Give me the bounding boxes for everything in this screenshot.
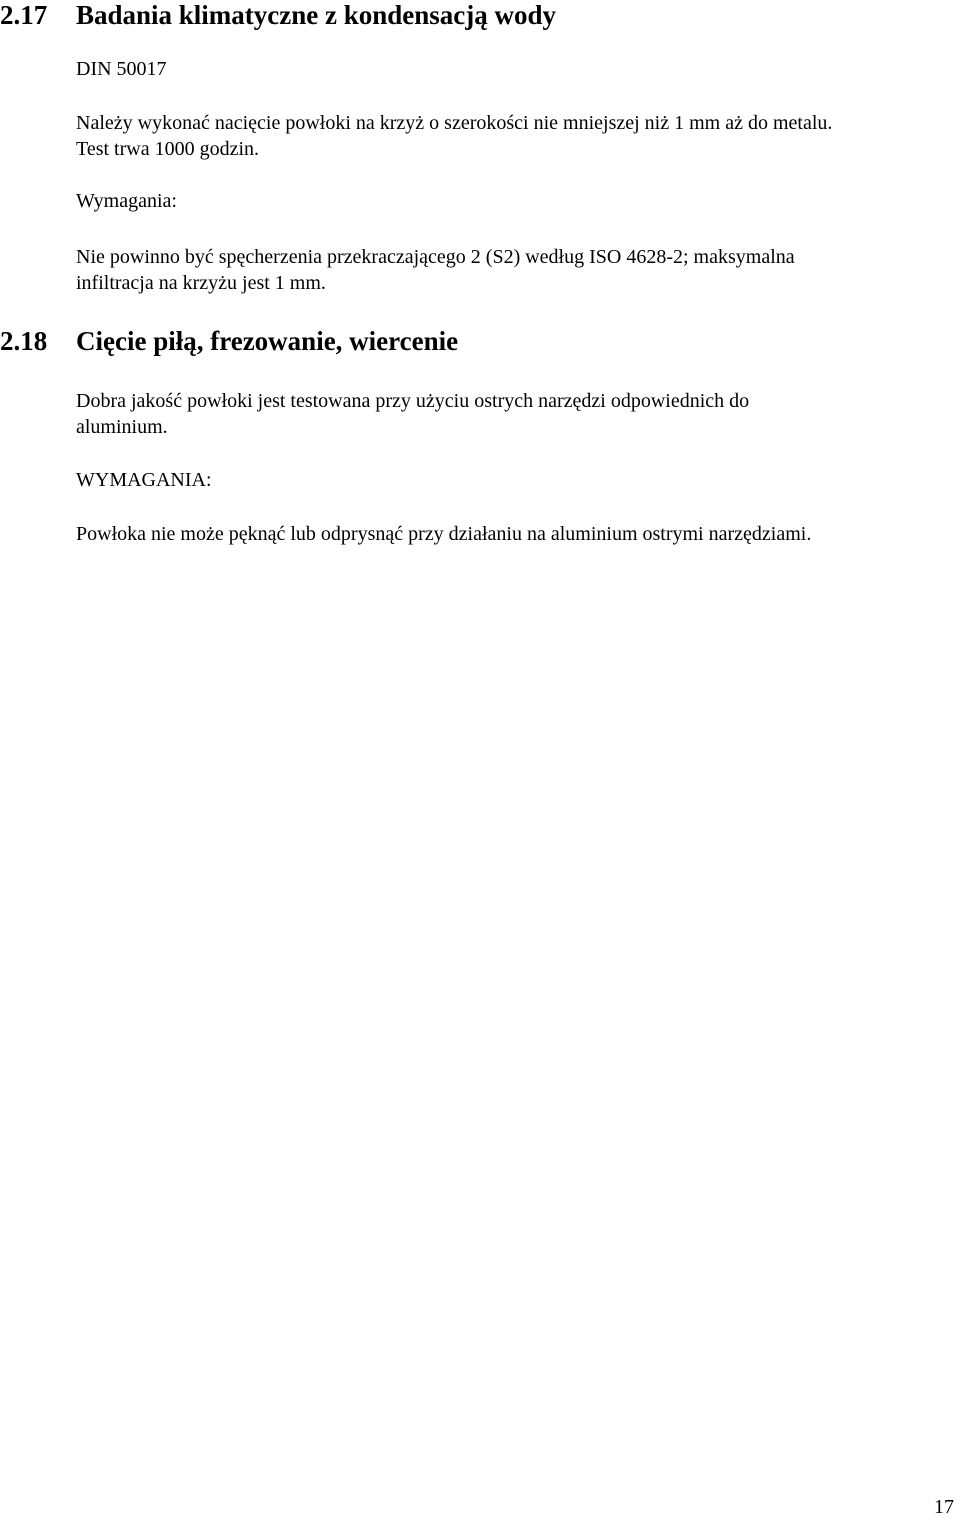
paragraph-line: Powłoka nie może pęknąć lub odprysnąć przy działaniu na aluminium ostrymi narzędziami. (76, 523, 812, 545)
requirements-label: WYMAGANIA: (76, 469, 212, 491)
section-title: Cięcie piłą, frezowanie, wiercenie (76, 326, 459, 356)
requirements-paragraph (76, 521, 811, 547)
requirements-paragraph (76, 244, 795, 296)
section-heading-2-17 (0, 0, 556, 30)
paragraph-line: Nie powinno być spęcherzenia przekraczającego 2 (S2) według ISO 4628-2; maksymalna (76, 246, 795, 268)
section-heading-2-18 (0, 326, 458, 356)
standard-reference: DIN 50017 (76, 58, 167, 80)
paragraph-line: Test trwa 1000 godzin. (76, 138, 260, 160)
paragraph-line: infiltracja na krzyżu jest 1 mm. (76, 272, 326, 294)
section-title: Badania klimatyczne z kondensacją wody (76, 0, 557, 30)
paragraph-line: Należy wykonać nacięcie powłoki na krzyż o szerokości nie mniejszej niż 1 mm aż do metalu. (76, 112, 833, 134)
requirements-label: Wymagania: (76, 190, 177, 212)
test-description-paragraph (76, 110, 832, 162)
paragraph-line: aluminium. (76, 416, 168, 438)
section-number: 2.18 (0, 326, 48, 356)
test-description-paragraph (76, 388, 749, 440)
page-number: 17 (934, 1496, 954, 1518)
paragraph-line: Dobra jakość powłoki jest testowana przy użyciu ostrych narzędzi odpowiednich do (76, 390, 750, 412)
section-number: 2.17 (0, 0, 48, 30)
